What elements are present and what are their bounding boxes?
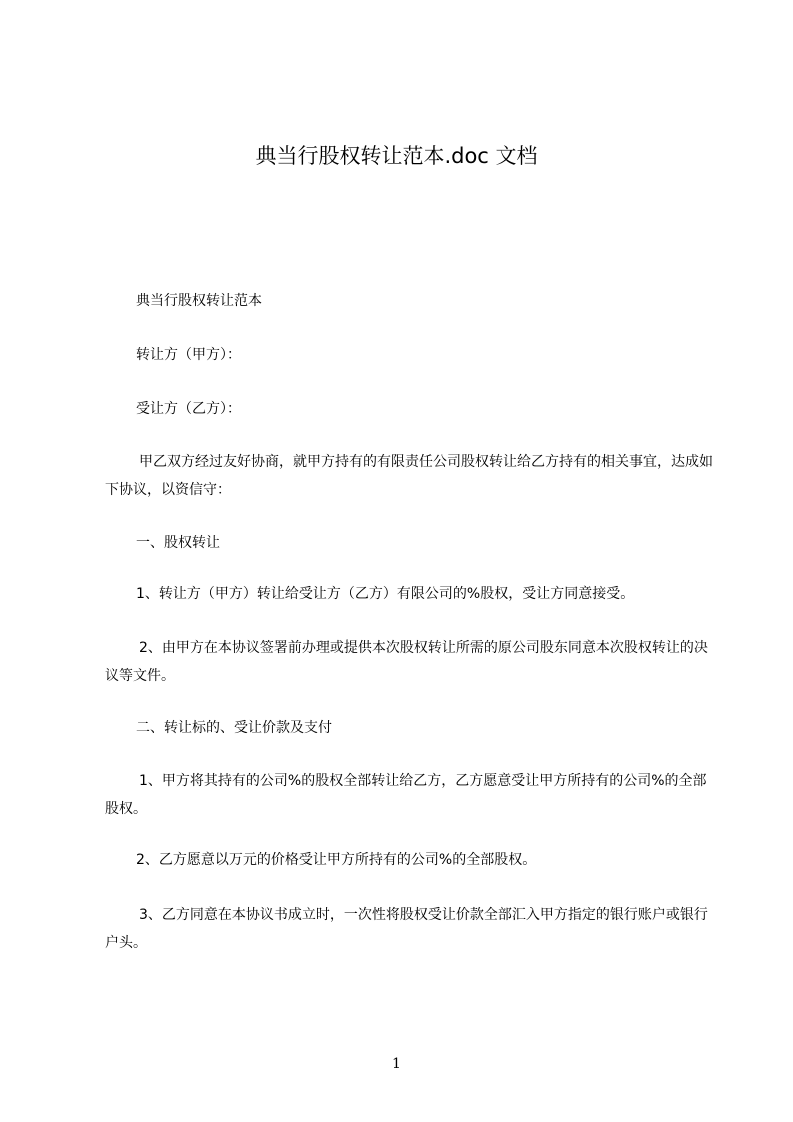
page-number: 1 [392, 1056, 401, 1072]
paragraph-transferor: 转让方（甲方）： [136, 347, 241, 363]
section-heading-2: 二、转让标的、受让价款及支付 [136, 720, 332, 736]
paragraph-preamble: 甲乙双方经过友好协商，就甲方持有的有限责任公司股权转让给乙方持有的相关事宜，达成如下协议，以资信守： [105, 454, 713, 498]
clause-2-2: 2、乙方愿意以万元的价格受让甲方所持有的公司%的全部股权。 [136, 852, 537, 868]
clause-1-1: 1、转让方（甲方）转让给受让方（乙方）有限公司的%股权，受让方同意接受。 [136, 586, 635, 602]
paragraph-heading: 典当行股权转让范本 [136, 293, 262, 309]
document-title: 典当行股权转让范本.doc 文档 [255, 144, 538, 168]
clause-2-1: 1、甲方将其持有的公司%的股权全部转让给乙方，乙方愿意受让甲方所持有的公司%的全部股权。 [105, 773, 707, 817]
clause-1-2: 2、由甲方在本协议签署前办理或提供本次股权转让所需的原公司股东同意本次股权转让的决议等文件。 [105, 640, 708, 684]
section-heading-1: 一、股权转让 [136, 535, 220, 551]
paragraph-transferee: 受让方（乙方）： [136, 401, 241, 417]
clause-2-3: 3、乙方同意在本协议书成立时，一次性将股权受让价款全部汇入甲方指定的银行账户或银行户头。 [105, 907, 708, 951]
